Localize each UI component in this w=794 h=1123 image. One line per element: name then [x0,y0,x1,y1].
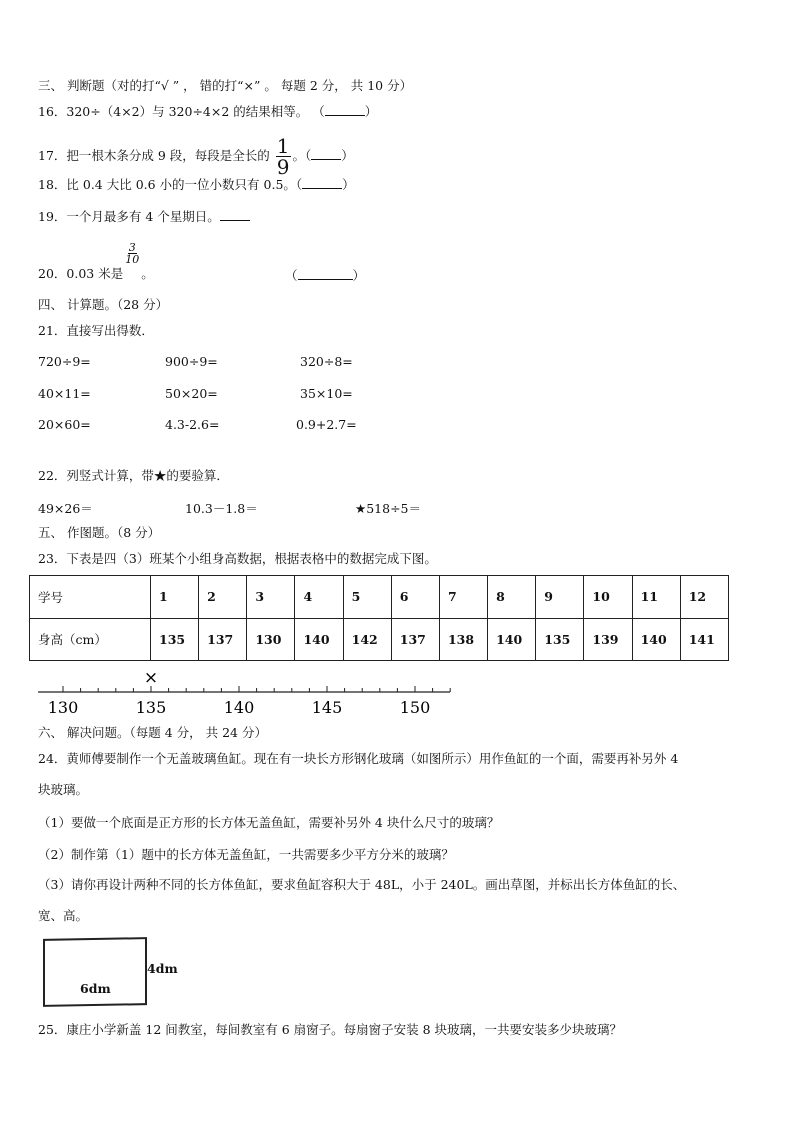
answer-blank-20[interactable] [298,267,353,280]
question-24-line2: 块玻璃。 [38,782,89,797]
answer-20-close: ） [352,268,366,283]
table-cell: 4 [295,576,343,619]
table-cell: 140 [632,618,680,661]
question-19 [38,208,250,226]
question-18-text: 18．比 0.4 大比 0.6 小的一位小数只有 0.5。（ [38,177,303,192]
section4-heading: 四、 计算题。（28 分） [38,297,169,312]
calc-item: 20×60= [38,417,91,432]
table-cell: 130 [247,618,295,661]
table-cell: 137 [199,618,247,661]
fraction-3-10 [125,242,139,265]
height-number-line[interactable] [30,662,460,721]
calc-item: 720÷9= [38,354,91,369]
table-cell: 8 [488,576,536,619]
question-21: 21．直接写出得数． [38,323,154,338]
question-18-close: ） [342,177,355,192]
table-row-label: 学号 [30,576,151,619]
table-cell: 11 [632,576,680,619]
question-23: 23．下表是四（3）班某个小组身高数据，根据表格中的数据完成下图。 [38,551,437,566]
section3-heading: 三、 判断题（对的打“√ ” ， 错的打“×” 。 每题 2 分， 共 10 分） [38,78,413,93]
table-cell: 142 [343,618,391,661]
question-25: 25．康庄小学新盖 12 间教室，每间教室有 6 扇窗子。每扇窗子安装 8 块玻璃，一共要安装多少块玻璃？ [38,1022,623,1037]
data-marker-x: × [143,668,159,688]
figure-width-label: 6dm [80,981,111,996]
table-cell: 10 [584,576,632,619]
question-16-text: 16．320÷（4×2）与 320÷4×2 的结果相等。 （ [38,104,325,119]
fraction-denominator: 9 [276,155,290,179]
number-line-svg [30,662,460,718]
question-20-text: 20．0.03 米是 [38,266,124,281]
question-17 [38,136,354,177]
question-24-part1: （1）要做一个底面是正方形的长方体无盖鱼缸，需要补另外 4 块什么尺寸的玻璃？ [38,815,500,830]
table-cell: 6 [391,576,439,619]
vertical-calc-item: ★518÷5＝ [355,501,421,516]
question-16-close: ） [364,104,378,119]
question-18 [38,176,355,194]
calc-item: 320÷8= [300,354,353,369]
table-cell: 1 [151,576,199,619]
table-cell: 2 [199,576,247,619]
table-cell: 5 [343,576,391,619]
question-24-part3-line1: （3）请你再设计两种不同的长方体鱼缸，要求鱼缸容积大于 48L，小于 240L。画出草图，并标出长方体鱼缸的长、 [38,877,686,892]
axis-tick-label: 150 [399,698,431,717]
table-row-heights [30,618,729,661]
answer-20 [285,266,365,284]
table-cell: 135 [536,618,584,661]
question-24-part2: （2）制作第（1）题中的长方体无盖鱼缸，一共需要多少平方分米的玻璃？ [38,847,454,862]
axis-tick-label: 135 [135,698,167,717]
table-row-ids [30,576,729,619]
height-data-table [29,575,729,661]
calc-item: 40×11= [38,386,91,401]
answer-blank-16[interactable] [325,103,365,116]
question-24-part3-line2: 宽、高。 [38,908,89,923]
table-cell: 9 [536,576,584,619]
axis-tick-label: 145 [311,698,343,717]
question-22: 22．列竖式计算，带★的要验算． [38,468,229,483]
fraction-denominator: 10 [125,253,140,266]
answer-blank-17[interactable] [311,147,341,160]
table-cell: 141 [680,618,728,661]
table-cell: 140 [295,618,343,661]
glass-panel-figure [43,937,147,1007]
section6-heading: 六、 解决问题。（每题 4 分， 共 24 分） [38,725,267,740]
calc-item: 0.9+2.7= [296,417,357,432]
table-row-label: 身高（cm） [30,618,151,661]
calc-item: 900÷9= [165,354,218,369]
table-cell: 140 [488,618,536,661]
vertical-calc-item: 49×26＝ [38,501,93,516]
table-cell: 7 [439,576,487,619]
fraction-numerator: 1 [276,134,290,158]
section5-heading: 五、 作图题。（8 分） [38,525,161,540]
fraction-1-9 [276,136,291,177]
calc-item: 50×20= [165,386,218,401]
question-20-period: 。 [141,266,154,281]
question-17-open: 。（ [292,148,312,163]
table-cell: 138 [439,618,487,661]
calc-item: 35×10= [300,386,353,401]
table-cell: 139 [584,618,632,661]
question-20 [38,242,154,284]
table-cell: 12 [680,576,728,619]
table-cell: 137 [391,618,439,661]
question-16 [38,103,377,121]
axis-tick-label: 140 [223,698,255,717]
figure-height-label: 4dm [147,961,178,976]
answer-blank-19[interactable] [220,208,250,221]
vertical-calc-item: 10.3－1.8＝ [185,501,258,516]
answer-20-open: （ [285,268,298,283]
table-cell: 135 [151,618,199,661]
table-cell: 3 [247,576,295,619]
question-19-text: 19．一个月最多有 4 个星期日。 [38,209,220,224]
axis-tick-label: 130 [47,698,79,717]
answer-blank-18[interactable] [302,176,342,189]
question-24-line1: 24．黄师傅要制作一个无盖玻璃鱼缸。现在有一块长方形钢化玻璃（如图所示）用作鱼缸的一个面，需要再补另外 4 [38,751,679,766]
question-17-text: 17．把一根木条分成 9 段，每段是全长的 [38,148,270,163]
fraction-numerator: 3 [128,241,136,254]
calc-item: 4.3-2.6= [165,417,220,432]
question-17-close: ） [341,148,354,163]
